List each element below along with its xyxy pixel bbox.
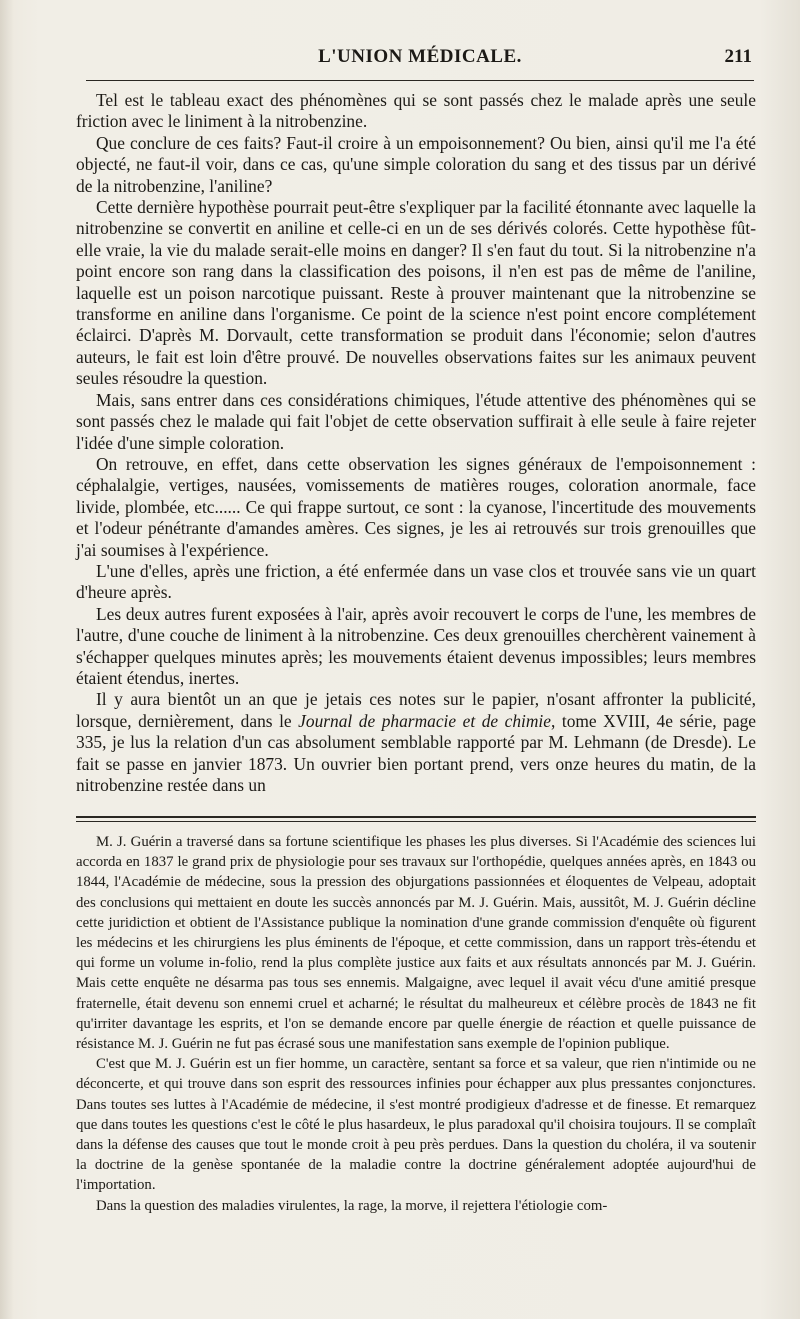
note-paragraph: Dans la question des maladies virulentes, la rage, la morve, il rejettera l'étiologie com-	[96, 1197, 608, 1214]
journal-title: Journal de pharmacie et de chimie	[298, 710, 551, 731]
paragraph: L'une d'elles, après une friction, a été enfermée dans un vase clos et trouvée sans vie un quart d'heure après.	[76, 560, 756, 603]
paragraph: Mais, sans entrer dans ces considérations chimiques, l'étude attentive des phénomènes qui se sont passés chez le malade qui fait l'objet de cette observation suffirait à elle seule à faire rejeter l'idée d'une simple coloration.	[76, 389, 756, 453]
main-text	[76, 90, 756, 796]
feuilleton-text	[76, 832, 756, 1216]
citation-lead: Il y aura bientôt un an que je jetais ces notes sur le papier, n'osant affronter la publicité, lorsque, dernièrement, dans le	[76, 689, 756, 731]
paragraph: Cette dernière hypothèse pourrait peut-être s'expliquer par la facilité étonnante avec laquelle la nitrobenzine se convertit en aniline et celle-ci en un de ses dérivés colorés. Cette hypothèse fût-elle vraie, la vie du malade serait-elle moins en danger? Il s'en faut du tout. Si la nitrobenzine n'a point encore son rang dans la classification des poisons, il n'en est pas de même de l'aniline, laquelle est un poison narcotique puissant. Reste à prouver maintenant que la nitrobenzine se transforme en aniline dans l'organisme. Ce point de la science n'est point encore complétement éclairci. D'après M. Dorvault, cette transformation se produit dans l'économie; selon d'autres auteurs, le fait est loin d'être prouvé. De nouvelles observations faites sur les animaux peuvent seules résoudre la question.	[76, 197, 756, 389]
running-title: L'UNION MÉDICALE.	[318, 46, 522, 67]
notes-separator-rule	[76, 816, 756, 822]
paragraph: Tel est le tableau exact des phénomènes qui se sont passés chez le malade après une seule friction avec le liniment à la nitrobenzine.	[76, 90, 756, 132]
paragraph: Les deux autres furent exposées à l'air, après avoir recouvert le corps de l'une, les membres de l'autre, d'une couche de liniment à la nitrobenzine. Ces deux grenouilles cherchèrent vainement à s'échapper quelques minutes après; les mouvements étaient devenus impossibles; leurs membres étaient étendus, inertes.	[76, 603, 756, 688]
page-number: 211	[724, 46, 752, 67]
paragraph: Que conclure de ces faits? Faut-il croire à un empoisonnement? Ou bien, ainsi qu'il me l'a été objecté, ne faut-il voir, dans ce cas, qu'une simple coloration du sang et des tissus par un dérivé de la nitrobenzine, l'aniline?	[76, 132, 756, 196]
paragraph-journal-citation	[76, 689, 756, 796]
citation-tail: , tome XVIII, 4e série, page 335, je lus la relation d'un cas absolument semblable rapporté par M. Lehmann (de Dresde). Le fait se passe en janvier 1873. Un ouvrier bien portant prend, vers onze heures du matin, de la nitrobenzine restée dans un	[76, 710, 756, 795]
paragraph: On retrouve, en effet, dans cette observation les signes généraux de l'empoisonnement : céphalalgie, vertiges, nausées, vomissements de matières rouges, coloration anormale, face livide, plombée, etc...... Ce qui frappe surtout, ce sont : la cyanose, l'incertitude des mouvements et l'odeur pénétrante d'amandes amères. Ces signes, je les ai retrouvés sur trois grenouilles que j'ai soumises à l'expérience.	[76, 453, 756, 560]
note-paragraph: C'est que M. J. Guérin est un fier homme, un caractère, sentant sa force et sa valeur, que rien n'intimide ou ne déconcerte, et qui trouve dans son esprit des ressources infinies pour échapper aux plus pressantes conjonctures. Dans toutes ses luttes à l'Académie de médecine, il s'est montré prodigieux d'adresse et de finesse. Et remarquez que dans toutes les questions c'est le côté le plus hasardeux, le plus paradoxal qu'il choisira toujours. Il se complaît dans la défense des causes que tout le monde croit à peu près perdues. Dans la question du choléra, il va soutenir la doctrine de la genèse spontanée de la maladie contre la doctrine généralement adoptée aujourd'hui de l'importation.	[76, 1056, 756, 1194]
running-header	[88, 46, 752, 76]
header-rule	[86, 80, 754, 81]
note-paragraph: M. J. Guérin a traversé dans sa fortune scientifique les phases les plus diverses. Si l'Académie des sciences lui accorda en 1837 le grand prix de physiologie pour ses travaux sur l'orthopédie, quelques années après, en 1843 ou 1844, l'Académie de médecine, sous la pression des objurgations passionnées et éloquentes de Velpeau, adoptait des conclusions qui mettaient en doute les succès annoncés par M. J. Guérin. Mais, aussitôt, M. J. Guérin décline cette juridiction et obtient de l'Assistance publique la nomination d'une grande commission d'enquête où figurent les médecins et les chirurgiens les plus éminents de l'époque, et cette commission, dans un rapport très-étendu et qui forme un volume in-folio, rend la plus complète justice aux faits et aux résultats annoncés par M. J. Guérin. Mais cette enquête ne désarma pas tous ses ennemis. Malgaigne, avec lequel il avait vécu d'une amitié presque fraternelle, était devenu son ennemi cruel et acharné; le résultat du malheureux et célèbre procès de 1843 ne fit qu'irriter davantage les esprits, et l'on se demande encore par quelle énergie de réaction et quelle puissance de résistance M. J. Guérin ne fut pas écrasé sous une manifestation sans exemple de l'opinion publique.	[76, 834, 756, 1053]
